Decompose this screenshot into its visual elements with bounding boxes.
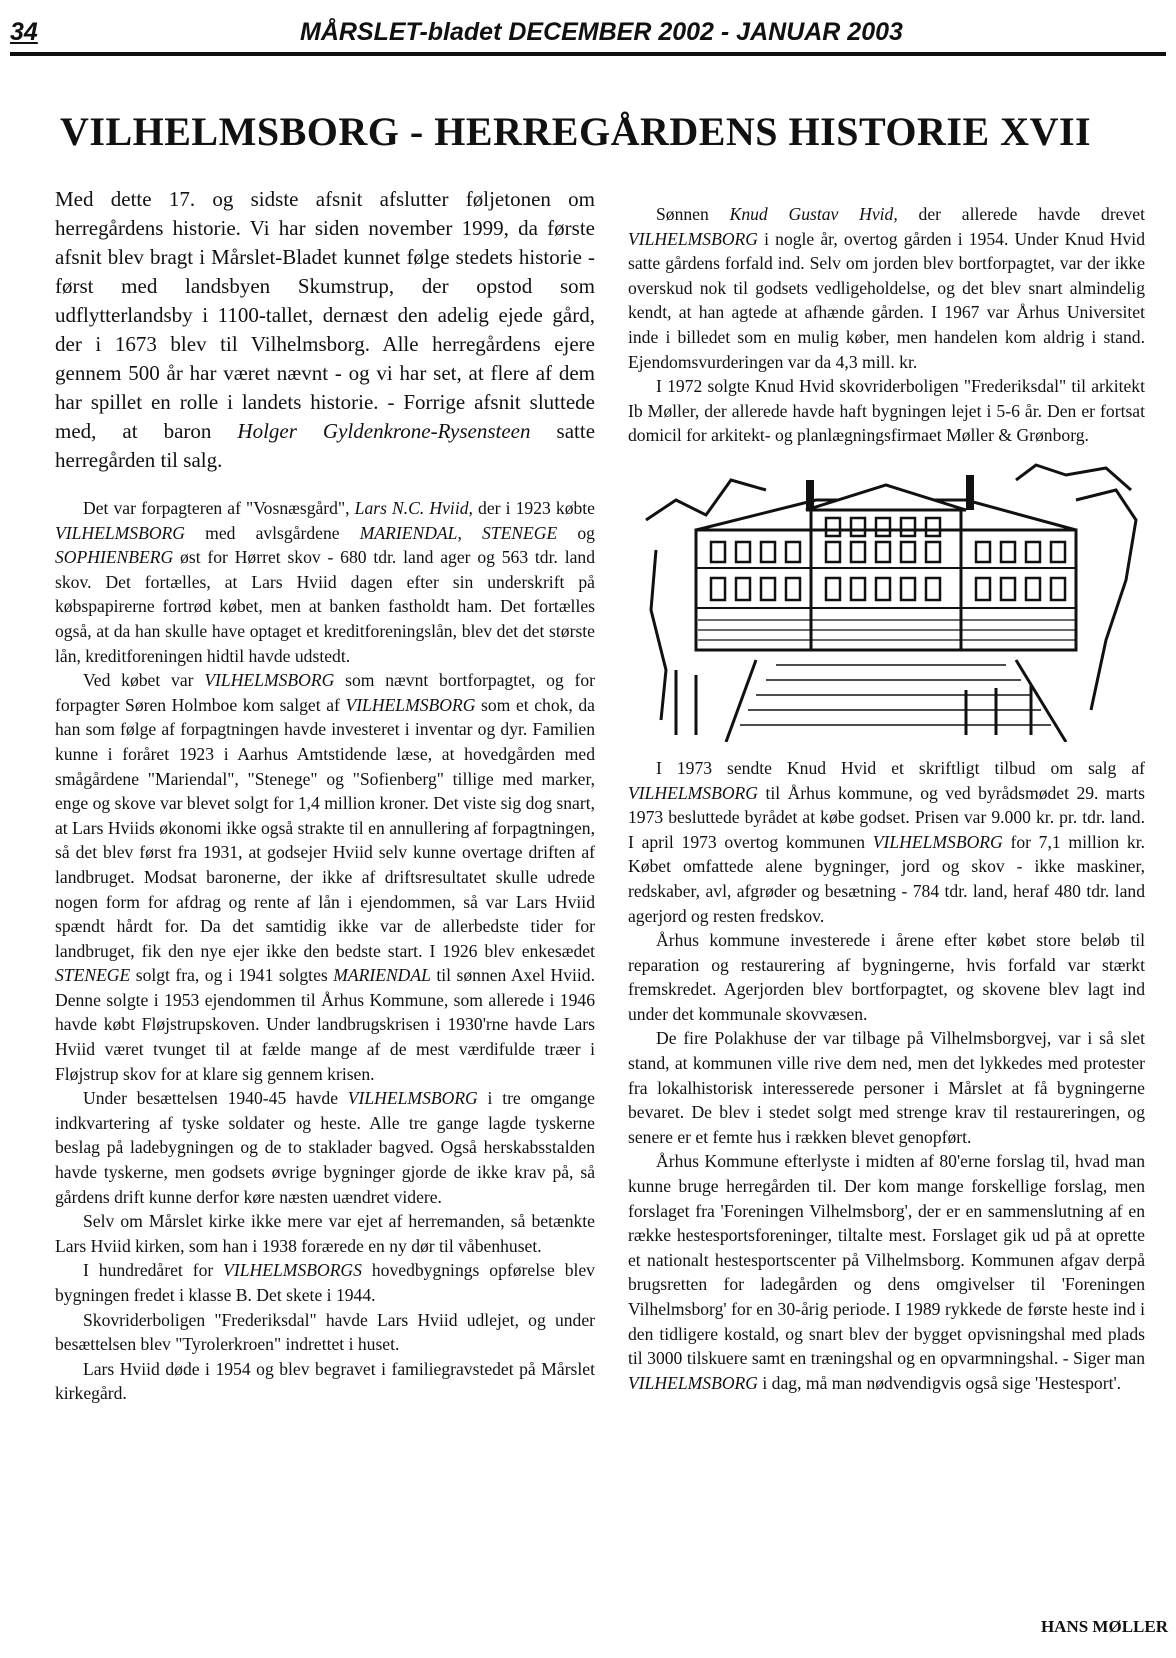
paragraph: Selv om Mårslet kirke ikke mere var ejet af herremanden, så betænkte Lars Hviid kirken, som han i 1938 forærede en ny dør til våbenhuset. [55,1211,595,1256]
page-header [10,18,1166,56]
paragraph: Lars Hviid døde i 1954 og blev begravet i familiegravstedet på Mårslet kirkegård. [55,1358,595,1404]
paragraph: Under besættelsen 1940-45 havde VILHELMSBORG i tre omgange indkvartering af tyske soldater og heste. Alle tre gange lagde tyskerne beslag på ladebygningen og de to staklader bagved. Også herskabsstalden havde tyskerne, men godsets øvrige bygninger gjorde de ikke krav på, så gårdens drift kunne derfor køre næsten uændret videre. [55,1088,595,1207]
paragraph: I hundredåret for VILHELMSBORGS hovedbygnings opførelse blev bygningen fredet i klasse B. Det skete i 1944. [55,1260,595,1305]
paragraph: I 1973 sendte Knud Hvid et skriftligt tilbud om salg af VILHELMSBORG til Århus kommune, og ved byrådsmødet 29. marts 1973 besluttede byrådet at købe godset. Prisen var 9.000 kr. pr. tdr. land. I april 1973 overtog kommunen VILHELMSBORG for 7,1 million kr. Købet omfattede alene bygninger, jord og skov - ikke maskiner, redskaber, avl, afgrøder og besætning - 784 tdr. land, heraf 480 tdr. land agerjord og resten fredskov. [628,757,1146,926]
article-column-left [55,185,595,1406]
paragraph: Århus Kommune efterlyste i midten af 80'erne forslag til, hvad man kunne bruge herregården til. Der kom mange forskellige forslag, men forslaget fra 'Foreningen Vilhelmsborg', der er en sammenslutning af en række hestesportsforeninger, tiltalte mest. Forslaget gik ud på at oprette et nationalt hestesportscenter på Vilhelmsborg. Kommunen afgav derpå brugsretten for ladegården og dens omgivelser til 'Foreningen Vilhelmsborg' for en 30-årig periode. I 1989 rykkede de første heste ind i den tidligere kostald, og snart blev der bygget opvisningshal med plads til 3000 tilskuere samt en træningshal og en opvarmningshal. - Siger man VILHELMSBORG i dag, må man nødvendigvis også sige 'Hestesport'. [628,1151,1145,1393]
paragraph: Århus kommune investerede i årene efter købet store beløb til reparation og restaurering af bygningerne, hvis forfald var stærkt fremskredet. Agerjorden blev bortforpagtet, og skovene blev lagt ind under det kommunale skovvæsen. [628,930,1145,1024]
author-byline: HANS MØLLER [1040,1617,1168,1636]
paragraph: Skovriderboligen "Frederiksdal" havde Lars Hviid udlejet, og under besættelsen blev "Tyrolerkroen" indrettet i huset. [55,1309,595,1355]
paragraph: De fire Polakhuse der var tilbage på Vilhelmsborgvej, var i så slet stand, at kommunen ville rive dem ned, men det lykkedes med protester fra lokalhistorisk interesserede personer i Mårslet at få bygningerne bevaret. De blev i stedet solgt med strenge krav til restaureringen, og senere er et femte hus i rækken blevet genopført. [628,1028,1145,1147]
manor-house-drawing-icon [636,460,1141,742]
page-number: 34 [10,18,38,46]
paragraph: I 1972 solgte Knud Hvid skovriderboligen "Frederiksdal" til arkitekt Ib Møller, der allerede havde haft bygningen lejet i 5-6 år. Den er fortsat domicil for arkitekt- og planlægningsfirmaet Møller & Grønborg. [628,376,1145,446]
paragraph: Ved købet var VILHELMSBORG som nævnt bortforpagtet, og for forpagter Søren Holmboe kom salget af VILHELMSBORG som et chok, da han som følge af forpagtningen havde investeret i inventar og dyr. Familien kunne i foråret 1923 i Aarhus Amtstidende læse, at hovedgården med smågårdene "Mariendal", "Stenege" og "Sofienberg" tillige med marker, enge og skove var blevet solgt for 1,4 million kroner. Det viste sig dog snart, at Lars Hviids økonomi ikke også strakte til en annullering af forpagtningen, så det blev først fra 1931, at godsejer Hviid selv kunne overtage driften af landbruget. Modsat baronerne, der ikke af driftsresultatet skulle udrede nogen form for afdrag og rente af lån i ejendommen, så var Lars Hviid spændt hårdt for. Da det samtidig ikke var de allerbedste tider for landbruget, fik den nye ejer ikke den bedste start. I 1926 blev enkesædet STENEGE solgt fra, og i 1941 solgtes MARIENDAL til sønnen Axel Hviid. Denne solgte i 1953 ejendommen til Århus Kommune, som allerede i 1946 havde købt Fløjstrupskoven. Under landbrugskrisen i 1930'rne havde Lars Hviid været tvunget til at fælde mange af de mest værdifulde træer i Fløjstrup skov for at klare sig gennem krisen. [55,670,595,1084]
article-column-right [628,185,1145,1395]
article-title: VILHELMSBORG - HERREGÅRDENS HISTORIE XVII [60,109,1092,154]
masthead: MÅRSLET-bladet DECEMBER 2002 - JANUAR 2003 [300,18,903,46]
paragraph: Sønnen Knud Gustav Hvid, der allerede havde drevet VILHELMSBORG i nogle år, overtog gården i 1954. Under Knud Hvid satte gårdens forfald ind. Selv om jorden blev bortforpagtet, var der ikke overskud nok til godsets vedligeholdelse, og det blev snart almindelig kendt, at han agtede at afhænde gården. I 1967 var Århus Universitet inde i billedet som en mulig køber, men handelen kom aldrig i stand. Ejendomsvurderingen var da 4,3 mill. kr. [628,204,1145,372]
article-intro: Med dette 17. og sidste afsnit afslutter føljetonen om herregårdens historie. Vi har siden november 1999, da første afsnit blev bragt i Mårslet-Bladet kunnet følge stedets historie - først med landsbyen Skumstrup, der opstod som udflytterlandsby i 1100-tallet, dernæst den adelig ejede gård, der i 1673 blev til Vilhelmsborg. Alle herregårdens ejere gennem 500 år har været nævnt - og vi har set, at flere af dem har spillet en rolle i landets historie. - Forrige afsnit sluttede med, at baron Holger Gyldenkrone-Rysensteen satte herregården til salg. [55,187,596,472]
paragraph: Det var forpagteren af "Vosnæsgård", Lars N.C. Hviid, der i 1923 købte VILHELMSBORG med avlsgårdene MARIENDAL, STENEGE og SOPHIENBERG øst for Hørret skov - 680 tdr. land ager og 563 tdr. land skov. Det fortælles, at Lars Hviid dagen efter sin underskrift på købspapirerne fortrød købet, men at banken fastholdt ham. Det fortælles også, at da han skulle have optaget et kreditforeningslån, blev det det største lån, kreditforeningen hidtil havde udstedt. [55,498,595,666]
